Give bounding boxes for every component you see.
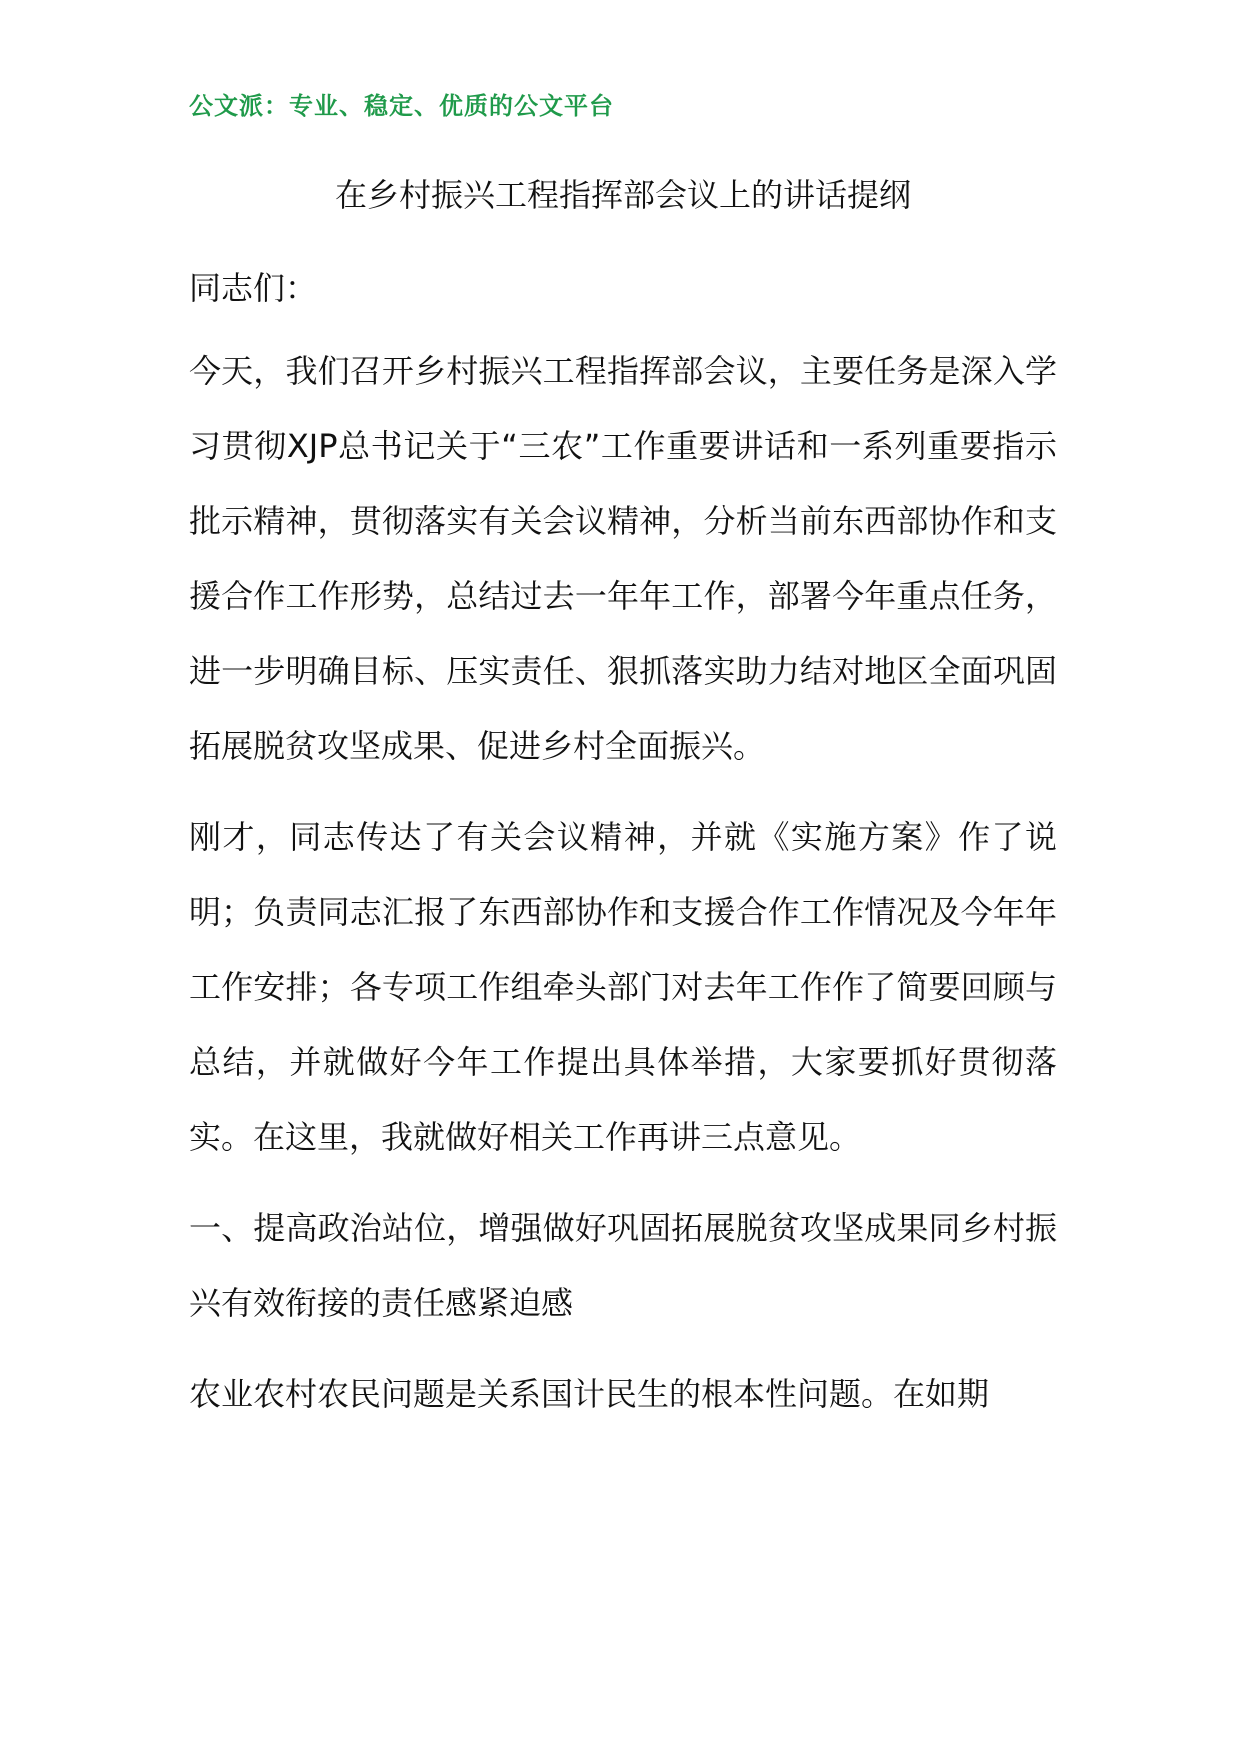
salutation: 同志们：	[189, 269, 318, 307]
paragraph-intro: 今天，我们召开乡村振兴工程指挥部会议，主要任务是深入学习贯彻XJP总书记关于“三农”工作重要讲话和一系列重要指示批示精神，贯彻落实有关会议精神，分析当前东西部协作和支援合作工作形势，总结过去一年年工作，部署今年重点任务，进一步明确目标、压实责任、狠抓落实助力结对地区全面巩固拓展脱贫攻坚成果、促进乡村全面振兴。	[189, 352, 1057, 765]
section-heading-1: 一、提高政治站位，增强做好巩固拓展脱贫攻坚成果同乡村振兴有效衔接的责任感紧迫感	[189, 1209, 1057, 1322]
document-title: 在乡村振兴工程指挥部会议上的讲话提纲	[334, 176, 911, 214]
document-body	[189, 258, 1057, 1432]
paragraph-summary: 刚才，同志传达了有关会议精神，并就《实施方案》作了说明；负责同志汇报了东西部协作和支援合作工作情况及今年年工作安排；各专项工作组牵头部门对去年工作作了简要回顾与总结，并就做好今年工作提出具体举措，大家要抓好贯彻落实。在这里，我就做好相关工作再讲三点意见。	[189, 818, 1057, 1156]
paragraph-section-1: 农业农村农民问题是关系国计民生的根本性问题。在如期	[189, 1375, 990, 1413]
header-note: 公文派：专业、稳定、优质的公文平台	[189, 92, 614, 120]
